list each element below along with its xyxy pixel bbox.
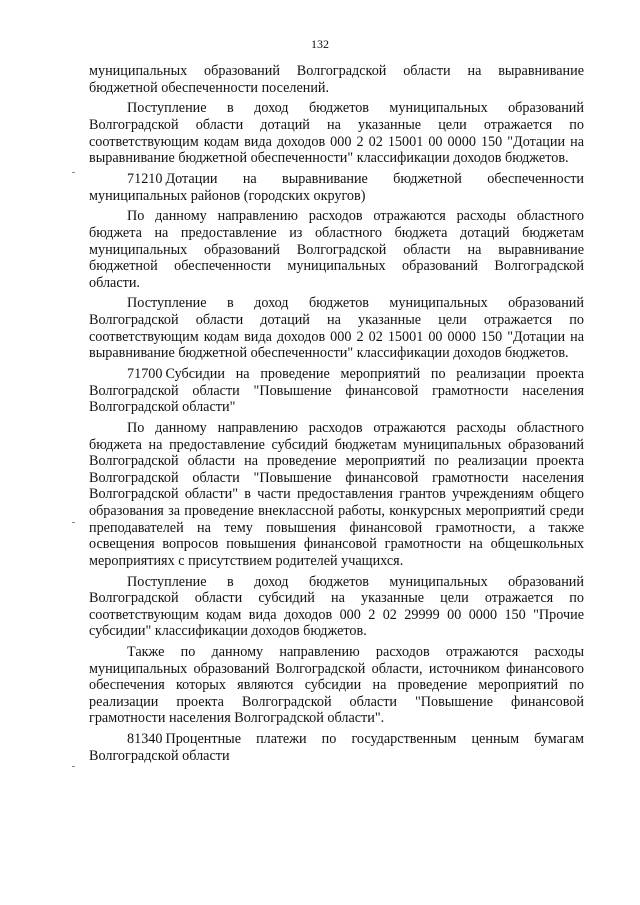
section-title: Субсидии на проведение мероприятий по реализации проекта Волгоградской области "Повышение финансовой грамотности населения Волгоградской области" xyxy=(89,366,584,416)
paragraph xyxy=(89,208,584,291)
paragraph-text: Также по данному направлению расходов отражаются расходы муниципальных образований Волгоградской области, источником финансового обеспечения которых являются субсидии на проведение мероприятий по реализации проекта Волгоградской области "Повышение финансовой грамотности населения Волгоградской области". xyxy=(89,644,584,727)
document-body xyxy=(89,63,584,764)
paragraph xyxy=(89,644,584,727)
margin-mark xyxy=(72,766,75,767)
paragraph xyxy=(89,574,584,640)
section-title: Процентные платежи по государственным ценным бумагам Волгоградской области xyxy=(89,731,584,764)
paragraph xyxy=(89,100,584,166)
paragraph xyxy=(89,63,584,96)
page-number: 132 xyxy=(311,37,329,51)
paragraph-text: муниципальных образований Волгоградской области на выравнивание бюджетной обеспеченности поселений. xyxy=(89,63,584,96)
paragraph-text: По данному направлению расходов отражаются расходы областного бюджета на предоставление из областного бюджета дотаций бюджетам муниципальных образований Волгоградской области на выравнивание бюджетной обеспеченности муниципальных образований Волгоградской области. xyxy=(89,208,584,291)
section-heading xyxy=(89,171,584,204)
margin-mark xyxy=(72,522,75,523)
expense-code: 71700 xyxy=(127,366,163,383)
paragraph-text: Поступление в доход бюджетов муниципальных образований Волгоградской области дотаций на указанные цели отражается по соответствующим кодам вида доходов 000 2 02 15001 00 0000 150 "Дотации на выравнивание бюджетной обеспеченности" классификации доходов бюджетов. xyxy=(89,295,584,362)
paragraph-text: По данному направлению расходов отражаются расходы областного бюджета на предоставление субсидий бюджетам муниципальных образований Волгоградской области на проведение мероприятий по реализации проекта Волгоградской области "Повышение финансовой грамотности населения Волгоградской области" в части предоставления грантов учреждениям общего образования за проведение внеклассной работы, конкурсных мероприятий среди преподавателей на тему повышения финансовой грамотности, а также освещения вопросов повышения финансовой грамотности на общешкольных мероприятиях с присутствием родителей учащихся. xyxy=(89,420,584,569)
expense-code: 81340 xyxy=(127,731,163,748)
section-heading xyxy=(89,366,584,416)
expense-code: 71210 xyxy=(127,170,163,187)
paragraph xyxy=(89,420,584,569)
paragraph xyxy=(89,295,584,361)
section-title: Дотации на выравнивание бюджетной обеспеченности муниципальных районов (городских округов) xyxy=(89,170,584,204)
paragraph-text: Поступление в доход бюджетов муниципальных образований Волгоградской области субсидий на указанные цели отражается по соответствующим кодам вида доходов 000 2 02 29999 00 0000 150 "Прочие субсидии" классификации доходов бюджетов. xyxy=(89,573,584,640)
section-heading xyxy=(89,731,584,764)
margin-mark xyxy=(72,172,75,173)
paragraph-text: Поступление в доход бюджетов муниципальных образований Волгоградской области дотаций на указанные цели отражается по соответствующим кодам вида доходов 000 2 02 15001 00 0000 150 "Дотации на выравнивание бюджетной обеспеченности" классификации доходов бюджетов. xyxy=(89,100,584,167)
